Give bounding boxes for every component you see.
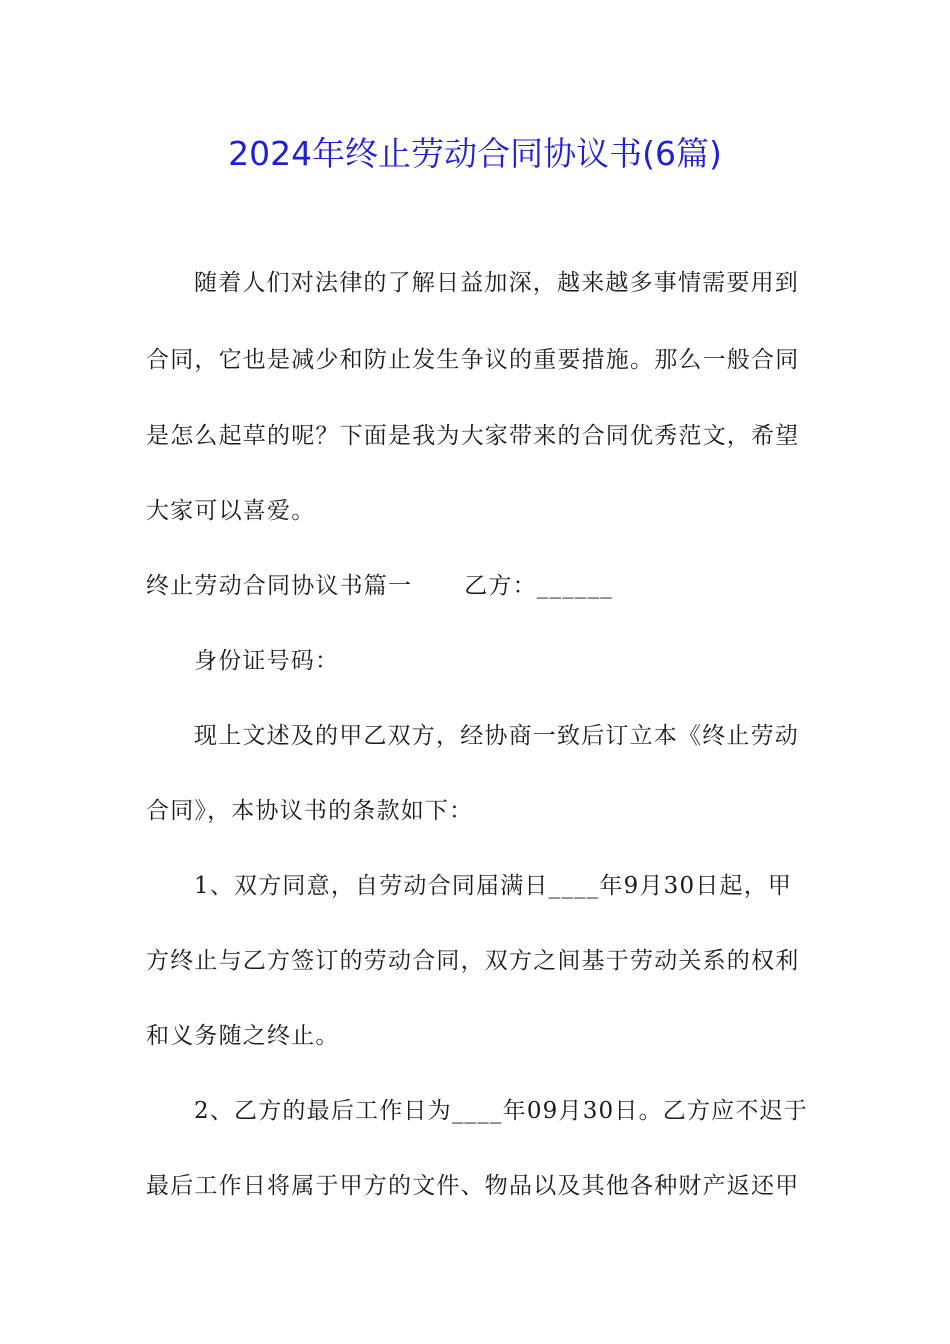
party-b-field: 乙方：______ — [464, 573, 614, 599]
paragraph-line: 1、双方同意，自劳动合同届满日____年9月30日起，甲 — [194, 873, 793, 899]
paragraph-line: 和义务随之终止。 — [146, 1023, 340, 1049]
document-title: 2024年终止劳动合同协议书(6篇) — [228, 134, 722, 173]
section-heading-line — [146, 571, 816, 601]
paragraph-line: 随着人们对法律的了解日益加深，越来越多事情需要用到 — [194, 270, 799, 296]
paragraph-line: 2、乙方的最后工作日为____年09月30日。乙方应不迟于 — [194, 1098, 808, 1124]
paragraph-line: 大家可以喜爱。 — [146, 498, 316, 524]
paragraph-line: 现上文述及的甲乙双方，经协商一致后订立本《终止劳动 — [194, 723, 799, 749]
section-heading: 终止劳动合同协议书篇一 — [146, 573, 413, 599]
paragraph-line: 是怎么起草的呢？下面是我为大家带来的合同优秀范文，希望 — [146, 423, 800, 449]
paragraph-line: 身份证号码： — [194, 648, 340, 674]
paragraph-line: 最后工作日将属于甲方的文件、物品以及其他各种财产返还甲 — [146, 1173, 800, 1199]
paragraph-line: 合同》，本协议书的条款如下： — [146, 798, 474, 824]
paragraph-line: 方终止与乙方签订的劳动合同，双方之间基于劳动关系的权利 — [146, 948, 800, 974]
paragraph-line: 合同，它也是减少和防止发生争议的重要措施。那么一般合同 — [146, 347, 800, 373]
